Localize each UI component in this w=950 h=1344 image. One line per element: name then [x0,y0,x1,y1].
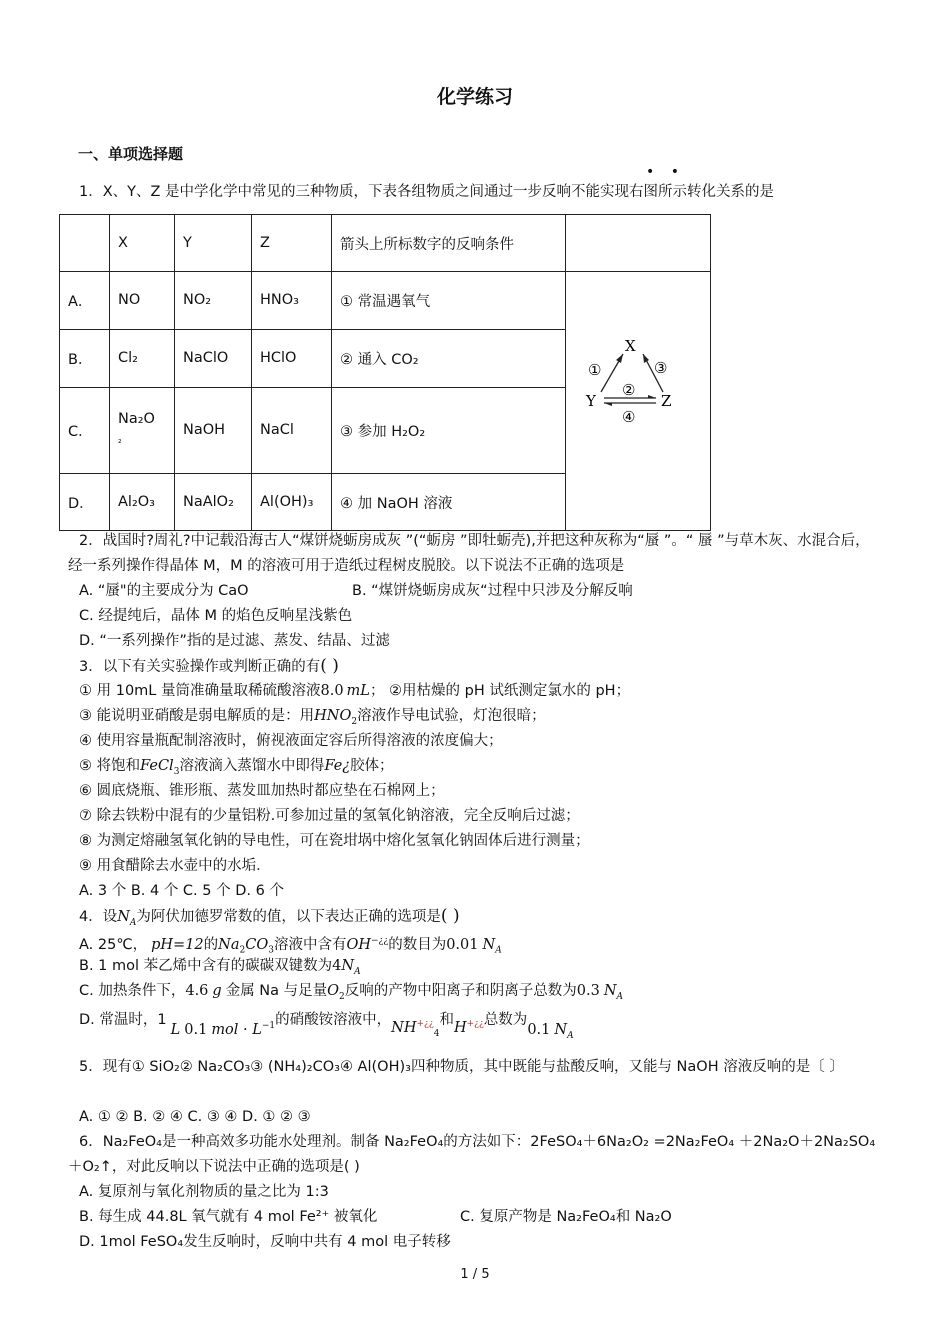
cell-z: HClO [252,329,332,387]
q3-item-8: ⑧ 为测定熔融氢氧化钠的导电性，可在瓷坩埚中熔化氢氧化钠固体后进行测量； [79,833,590,849]
q2-option-d: D. “一系列操作”指的是过滤、蒸发、结晶、过滤 [79,633,390,649]
q5-stem: 5．现有① SiO₂② Na₂CO₃③ (NH₄)₂CO₃④ Al(OH)₃四种物质，其中既能与盐酸反响，又能与 NaOH 溶液反响的是〔 〕 [79,1059,844,1075]
q6-option-d: D. 1mol FeSO₄发生反响时，反响中共有 4 mol 电子转移 [79,1234,451,1250]
cell-condition: ④ 加 NaOH 溶液 [332,474,566,531]
q4-option-a: A. 25℃， pH=12的$Na_2CO_3$溶液中含有OH−¿¿的数目为0.01 $N_A$ [79,936,502,956]
table-row [60,272,711,330]
cell-condition: ② 通入 CO₂ [332,329,566,387]
page-title: 化学练习 [436,86,513,108]
header-z: Z [252,215,332,272]
diagram-cell [566,272,711,531]
emphasis-dots: • • [646,164,685,180]
q4-option-d: D. 常温时，1L 0.1 mol · $L^{-1}$的硝酸铵溶液中，$NH^{+¿¿}_4$和H+¿¿总数为0.1 $N_A$ [79,1011,574,1041]
q6-option-b: B. 每生成 44.8L 氧气就有 4 mol Fe²⁺ 被氧化 [79,1209,378,1225]
diagram-num-4: ④ [622,408,636,426]
cell-y: NaAlO₂ [175,474,252,531]
diagram-num-3: ③ [654,359,668,377]
cell-z: HNO₃ [252,272,332,330]
conversion-diagram [566,272,710,526]
row-option: D． [60,474,110,531]
cell-x: Cl₂ [110,329,175,387]
arrowhead-icon [643,354,649,363]
q4-stem: 4．设$N_A$为阿伏加德罗常数的值，以下表达正确的选项是( ) [79,906,460,928]
cell-x: Na₂O ₂ [110,387,175,473]
q3-item-4: ④ 使用容量瓶配制溶液时，俯视液面定容后所得溶液的浓度偏大； [79,733,503,749]
q2-option-a: A. “蜃"的主要成分为 CaO [79,583,249,599]
header-y: Y [175,215,252,272]
row-option: A． [60,272,110,330]
cell-x: NO [110,272,175,330]
diagram-x-label: X [625,337,636,355]
q4-option-b: B. 1 mol 苯乙烯中含有的碳碳双键数为$4N_A$ [79,958,361,977]
q3-item-6: ⑥ 圆底烧瓶、锥形瓶、蒸发皿加热时都应垫在石棉网上； [79,783,445,799]
arrowhead-icon [616,354,623,363]
cell-x: Al₂O₃ [110,474,175,531]
q6-option-c: C. 复原产物是 Na₂FeO₄和 Na₂O [460,1209,672,1225]
diagram-num-2: ② [622,381,636,399]
q6-option-a: A. 复原剂与氧化剂物质的量之比为 1:3 [79,1184,329,1200]
q3-options: A. 3 个 B. 4 个 C. 5 个 D. 6 个 [79,883,284,899]
cell-y: NaOH [175,387,252,473]
q3-item-1: ① 用 10mL 量筒准确量取稀硫酸溶液8.0 mL； ②用枯燥的 pH 试纸测定氯水的 pH； [79,683,631,699]
q3-item-7: ⑦ 除去铁粉中混有的少量铝粉.可参加过量的氢氧化钠溶液，完全反响后过滤； [79,808,580,824]
q4-option-c: C. 加热条件下，4.6 g 金属 Na 与足量$O_2$反响的产物中阳离子和阴离子总数为0.3 $N_A$ [79,983,624,1002]
row-option: B． [60,329,110,387]
q1-table [59,214,711,531]
cell-y: NO₂ [175,272,252,330]
header-x: X [110,215,175,272]
cell-condition: ① 常温遇氧气 [332,272,566,330]
diagram-z-label: Z [661,392,672,410]
cell-y: NaClO [175,329,252,387]
q6-stem: 6．Na₂FeO₄是一种高效多功能水处理剂。制备 Na₂FeO₄的方法如下：2FeSO₄＋6Na₂O₂ =2Na₂FeO₄ ＋2Na₂O＋2Na₂SO₄＋O₂↑，对此反响以下说法中正确的选项是( ) [68,1134,876,1175]
q3-item-9: ⑨ 用食醋除去水壶中的水垢． [79,858,271,874]
q3-stem: 3．以下有关实验操作或判断正确的有( ) [79,656,339,676]
table-header-row [60,215,711,272]
page-number: 1 / 5 [460,1267,490,1282]
q2-stem: 2．战国时?周礼?中记载沿海古人“煤饼烧蛎房成灰 ”(“蛎房 ”即牡蛎壳),并把这种灰称为“蜃 ”。“ 蜃 ”与草木灰、水混合后，经一系列操作得晶体 M，M 的溶液可用于造纸过程树皮脱胶。以下说法不正确的选项是 [68,533,870,574]
q3-item-5: ⑤ 将饱和FeCl$_3$溶液滴入蒸馏水中即得Fe¿胶体； [79,758,394,777]
q3-item-3: ③ 能说明亚硝酸是弱电解质的是：用$HNO_2$溶液作导电试验，灯泡很暗； [79,708,546,727]
q2-option-c: C. 经提纯后，晶体 M 的焰色反响星浅紫色 [79,608,353,624]
q1-stem: 1．X、Y、Z 是中学化学中常见的三种物质，下表各组物质之间通过一步反响不能实现右图所示转化关系的是 [79,184,775,200]
cell-condition: ③ 参加 H₂O₂ [332,387,566,473]
row-option: C． [60,387,110,473]
diagram-y-label: Y [586,392,596,410]
q5-options: A. ① ② B. ② ④ C. ③ ④ D. ① ② ③ [79,1109,311,1125]
diagram-num-1: ① [588,361,602,379]
q2-option-b: B. “煤饼烧蛎房成灰“过程中只涉及分解反响 [352,583,633,599]
cell-z: Al(OH)₃ [252,474,332,531]
header-condition: 箭头上所标数字的反响条件 [332,215,566,272]
cell-z: NaCl [252,387,332,473]
section-heading: 一、单项选择题 [78,145,184,163]
